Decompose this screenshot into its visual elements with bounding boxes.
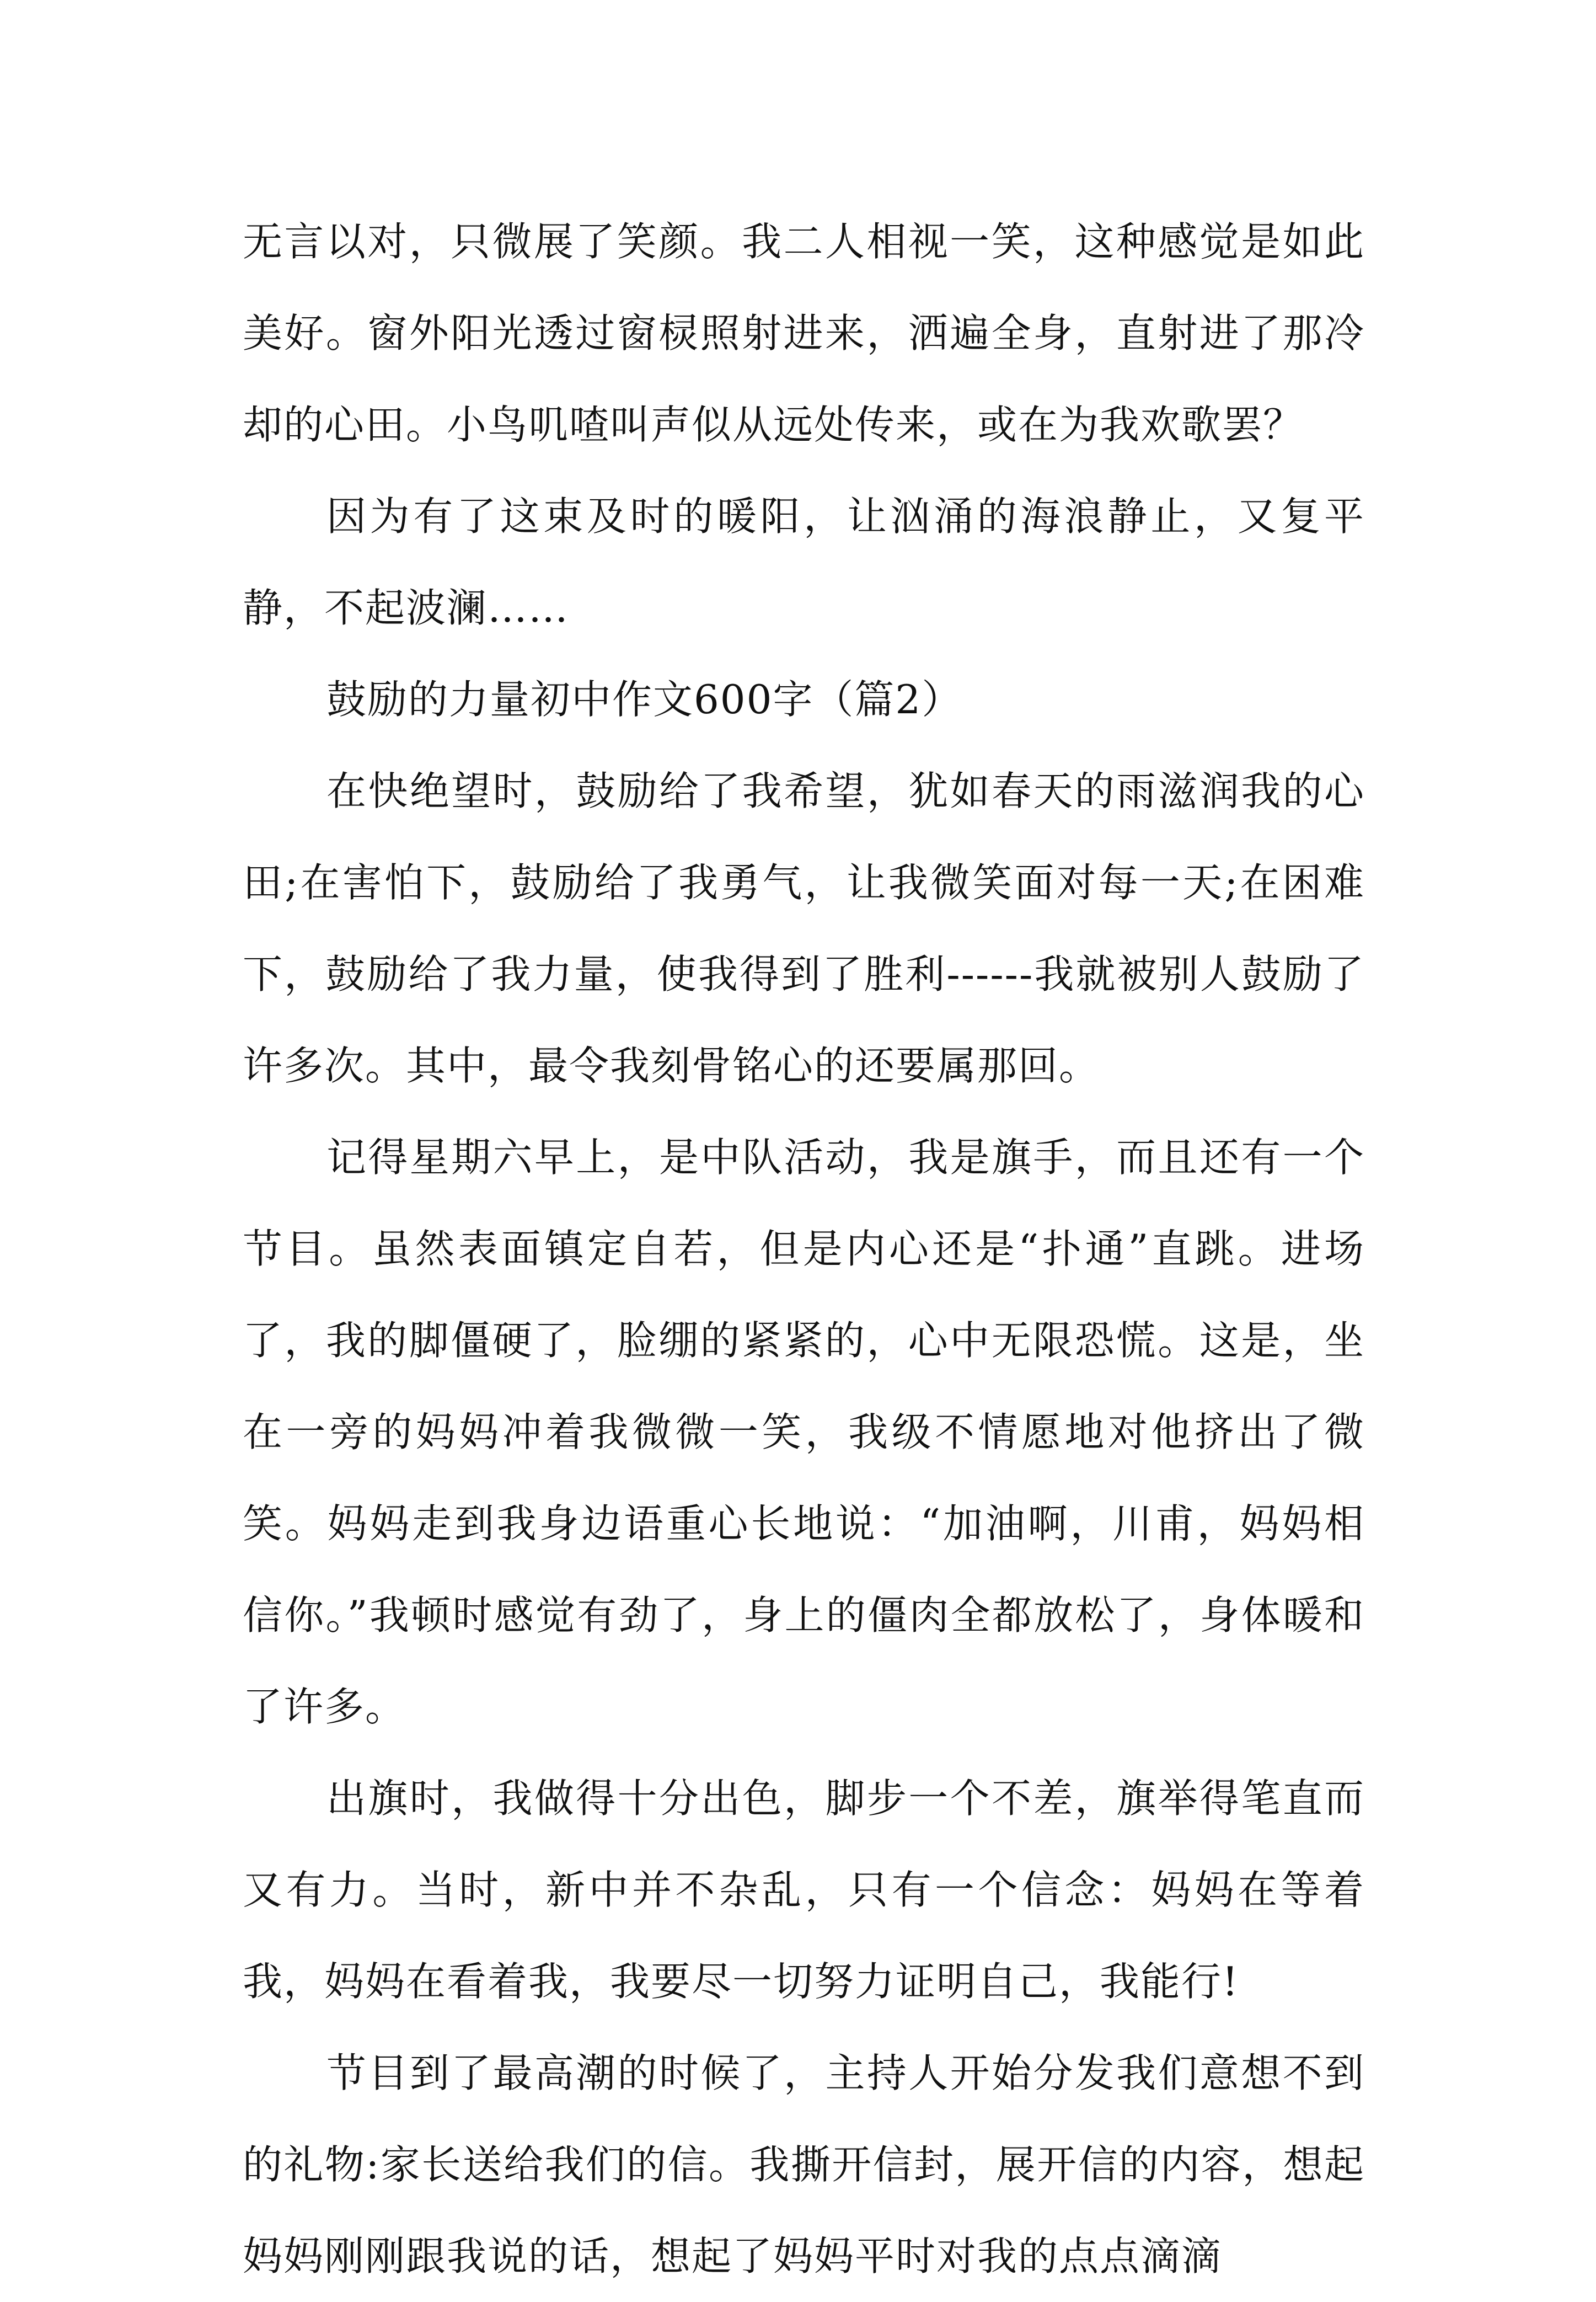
paragraph-1: 无言以对，只微展了笑颜。我二人相视一笑，这种感觉是如此美好。窗外阳光透过窗棂照射进来，洒遍全身，直射进了那冷却的心田。小鸟叽喳叫声似从远处传来，或在为我欢歌罢？ bbox=[243, 218, 1365, 448]
document-body bbox=[243, 196, 1365, 2302]
paragraph-7: 节目到了最高潮的时候了，主持人开始分发我们意想不到的礼物:家长送给我们的信。我撕开信封，展开信的内容，想起妈妈刚刚跟我说的话，想起了妈妈平时对我的点点滴滴 bbox=[243, 2050, 1365, 2279]
section-heading: 鼓励的力量初中作文600字（篇2） bbox=[326, 676, 963, 723]
paragraph-6: 出旗时，我做得十分出色，脚步一个不差，旗举得笔直而又有力。当时，新中并不杂乱，只有一个信念：妈妈在等着我，妈妈在看着我，我要尽一切努力证明自己，我能行! bbox=[243, 1775, 1365, 2005]
paragraph-5: 记得星期六早上，是中队活动，我是旗手，而且还有一个节目。虽然表面镇定自若，但是内心还是“扑通”直跳。进场了，我的脚僵硬了，脸绷的紧紧的，心中无限恐慌。这是，坐在一旁的妈妈冲着我微微一笑，我级不情愿地对他挤出了微笑。妈妈走到我身边语重心长地说：“加油啊，川甫，妈妈相信你。”我顿时感觉有劲了，身上的僵肉全都放松了，身体暖和了许多。 bbox=[243, 1134, 1365, 1730]
paragraph-4: 在快绝望时，鼓励给了我希望，犹如春天的雨滋润我的心田;在害怕下，鼓励给了我勇气，让我微笑面对每一天;在困难下，鼓励给了我力量，使我得到了胜利------我就被别人鼓励了许多次。其中，最令我刻骨铭心的还要属那回。 bbox=[243, 768, 1365, 1089]
paragraph-2: 因为有了这束及时的暖阳，让汹涌的海浪静止，又复平静，不起波澜…… bbox=[243, 493, 1365, 631]
